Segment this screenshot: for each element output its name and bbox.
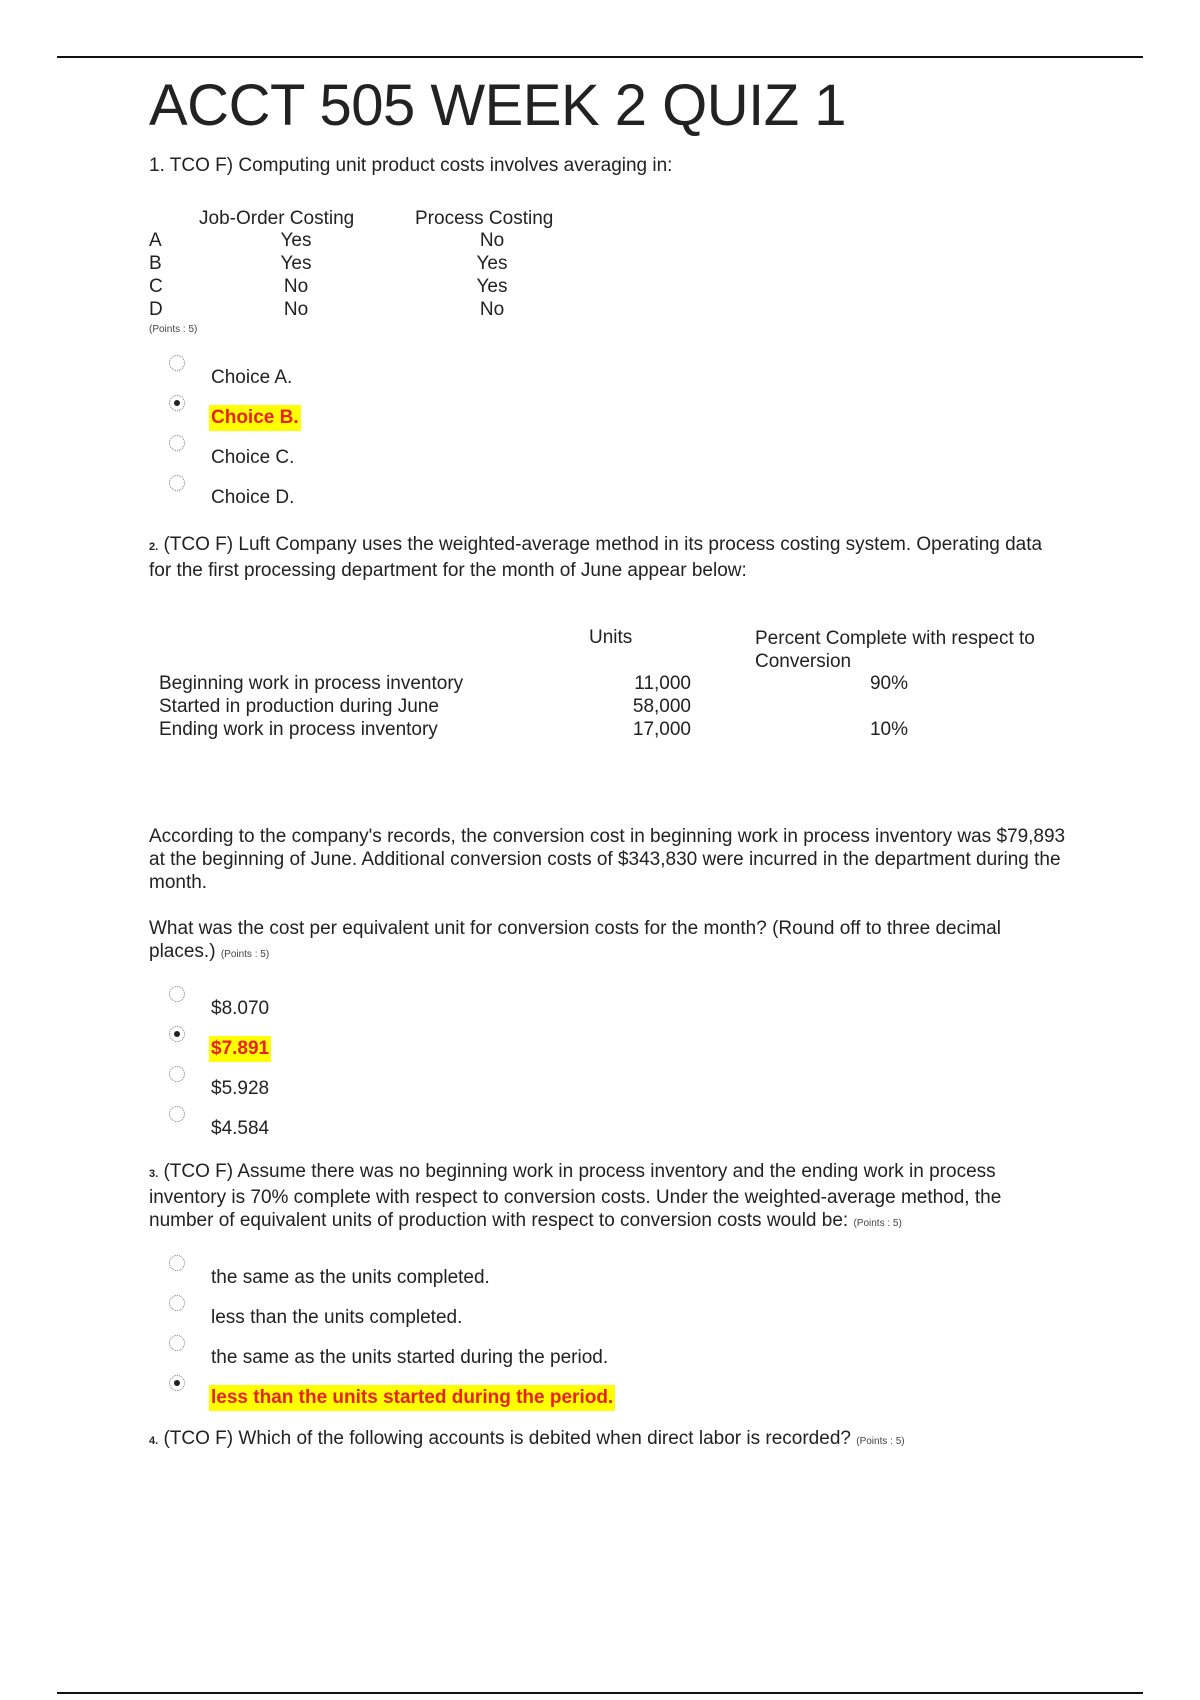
question-2-prompt: What was the cost per equivalent unit for conversion costs for the month? (Round off to three decimal places.) — [149, 918, 1001, 962]
row-percent: 10% — [869, 719, 909, 740]
question-1 — [149, 154, 1069, 178]
question-2-options — [149, 986, 1069, 1146]
question-1-text: TCO F) Computing unit product costs involves averaging in: — [169, 155, 673, 176]
job-order-value: No — [283, 276, 309, 297]
question-1-table — [149, 208, 1069, 328]
question-2-text: (TCO F) Luft Company uses the weighted-average method in its process costing system. Operating data for the first processing department for the month of June appear below: — [149, 534, 1043, 581]
row-label: C — [149, 276, 163, 297]
question-2 — [149, 533, 1069, 583]
question-2-paragraph-2 — [149, 917, 1069, 966]
option-label-highlighted: $7.891 — [209, 1036, 271, 1062]
option-2[interactable] — [149, 1295, 1069, 1335]
question-1-options — [149, 355, 1069, 515]
question-2-number: 2. — [149, 541, 159, 553]
top-rule — [57, 56, 1143, 58]
question-2-table — [149, 627, 1069, 757]
radio-button[interactable] — [169, 1295, 185, 1311]
row-name: Beginning work in process inventory — [159, 673, 464, 694]
option-label-highlighted: Choice B. — [209, 405, 301, 431]
process-value: Yes — [476, 253, 508, 274]
radio-button[interactable] — [169, 1335, 185, 1351]
row-label: B — [149, 253, 162, 274]
row-name: Started in production during June — [159, 696, 439, 717]
option-label-highlighted: less than the units started during the period. — [209, 1385, 615, 1411]
row-percent: 90% — [869, 673, 909, 694]
option-d[interactable] — [149, 475, 1069, 515]
radio-button[interactable] — [169, 1255, 185, 1271]
option-label: $4.584 — [211, 1118, 270, 1139]
option-1[interactable] — [149, 1255, 1069, 1295]
radio-button[interactable] — [169, 1066, 185, 1082]
radio-button[interactable] — [169, 435, 185, 451]
option-label: Choice A. — [211, 367, 293, 388]
quiz-page — [149, 70, 1069, 1454]
option-2[interactable] — [149, 1026, 1069, 1066]
radio-button[interactable] — [169, 1106, 185, 1122]
points-label: (Points : 5) — [853, 1218, 902, 1229]
option-1[interactable] — [149, 986, 1069, 1026]
row-label: D — [149, 299, 163, 320]
points-label: (Points : 5) — [149, 324, 198, 335]
percent-complete-header: Percent Complete with respect to Conversion — [755, 628, 1035, 672]
table-header-job-order: Job-Order Costing — [199, 208, 355, 229]
question-2-paragraph-1: According to the company's records, the conversion cost in beginning work in process inventory was $79,893 at the beginning of June. Additional conversion costs of $343,830 were incurred in the department during the month. — [149, 826, 1066, 893]
process-value: No — [479, 230, 505, 251]
option-b[interactable] — [149, 395, 1069, 435]
row-units: 58,000 — [632, 696, 691, 717]
option-4[interactable] — [149, 1375, 1069, 1415]
option-label: the same as the units completed. — [211, 1267, 490, 1288]
option-label: less than the units completed. — [211, 1307, 463, 1328]
question-4 — [149, 1427, 1069, 1454]
table-row — [159, 719, 1059, 742]
question-3-number: 3. — [149, 1168, 159, 1180]
points-label: (Points : 5) — [220, 949, 270, 960]
row-name: Ending work in process inventory — [159, 719, 438, 740]
option-label: Choice D. — [211, 487, 295, 508]
radio-button[interactable] — [169, 355, 185, 371]
question-1-number: 1. — [149, 155, 165, 176]
option-3[interactable] — [149, 1335, 1069, 1375]
table-header-process: Process Costing — [415, 208, 554, 229]
row-units: 17,000 — [632, 719, 691, 740]
job-order-value: No — [283, 299, 309, 320]
question-3-options — [149, 1255, 1069, 1415]
question-4-text: (TCO F) Which of the following accounts is debited when direct labor is recorded? — [163, 1428, 851, 1449]
job-order-value: Yes — [280, 253, 312, 274]
radio-button[interactable] — [169, 475, 185, 491]
process-value: No — [479, 299, 505, 320]
radio-button[interactable] — [169, 986, 185, 1002]
bottom-rule — [57, 1692, 1143, 1694]
radio-button-selected[interactable] — [169, 395, 185, 411]
page-title: ACCT 505 WEEK 2 QUIZ 1 — [149, 73, 847, 138]
radio-button-selected[interactable] — [169, 1375, 185, 1391]
process-value: Yes — [476, 276, 508, 297]
row-label: A — [149, 230, 162, 251]
option-label: $5.928 — [211, 1078, 270, 1099]
question-4-number: 4. — [149, 1435, 159, 1447]
points-label: (Points : 5) — [856, 1436, 905, 1447]
option-3[interactable] — [149, 1066, 1069, 1106]
option-label: $8.070 — [211, 998, 270, 1019]
units-header: Units — [589, 627, 633, 648]
option-label: the same as the units started during the period. — [211, 1347, 609, 1368]
option-4[interactable] — [149, 1106, 1069, 1146]
option-c[interactable] — [149, 435, 1069, 475]
table-row — [159, 696, 1059, 719]
radio-button-selected[interactable] — [169, 1026, 185, 1042]
row-units: 11,000 — [634, 673, 691, 694]
question-3 — [149, 1160, 1069, 1235]
job-order-value: Yes — [280, 230, 312, 251]
option-label: Choice C. — [211, 447, 295, 468]
table-row — [159, 673, 1059, 696]
option-a[interactable] — [149, 355, 1069, 395]
question-3-text: (TCO F) Assume there was no beginning work in process inventory and the ending work in process inventory is 70% complete with respect to conversion costs. Under the weighted-average method, the number of equivalent units of production with respect to conversion costs would be: — [149, 1161, 1002, 1231]
